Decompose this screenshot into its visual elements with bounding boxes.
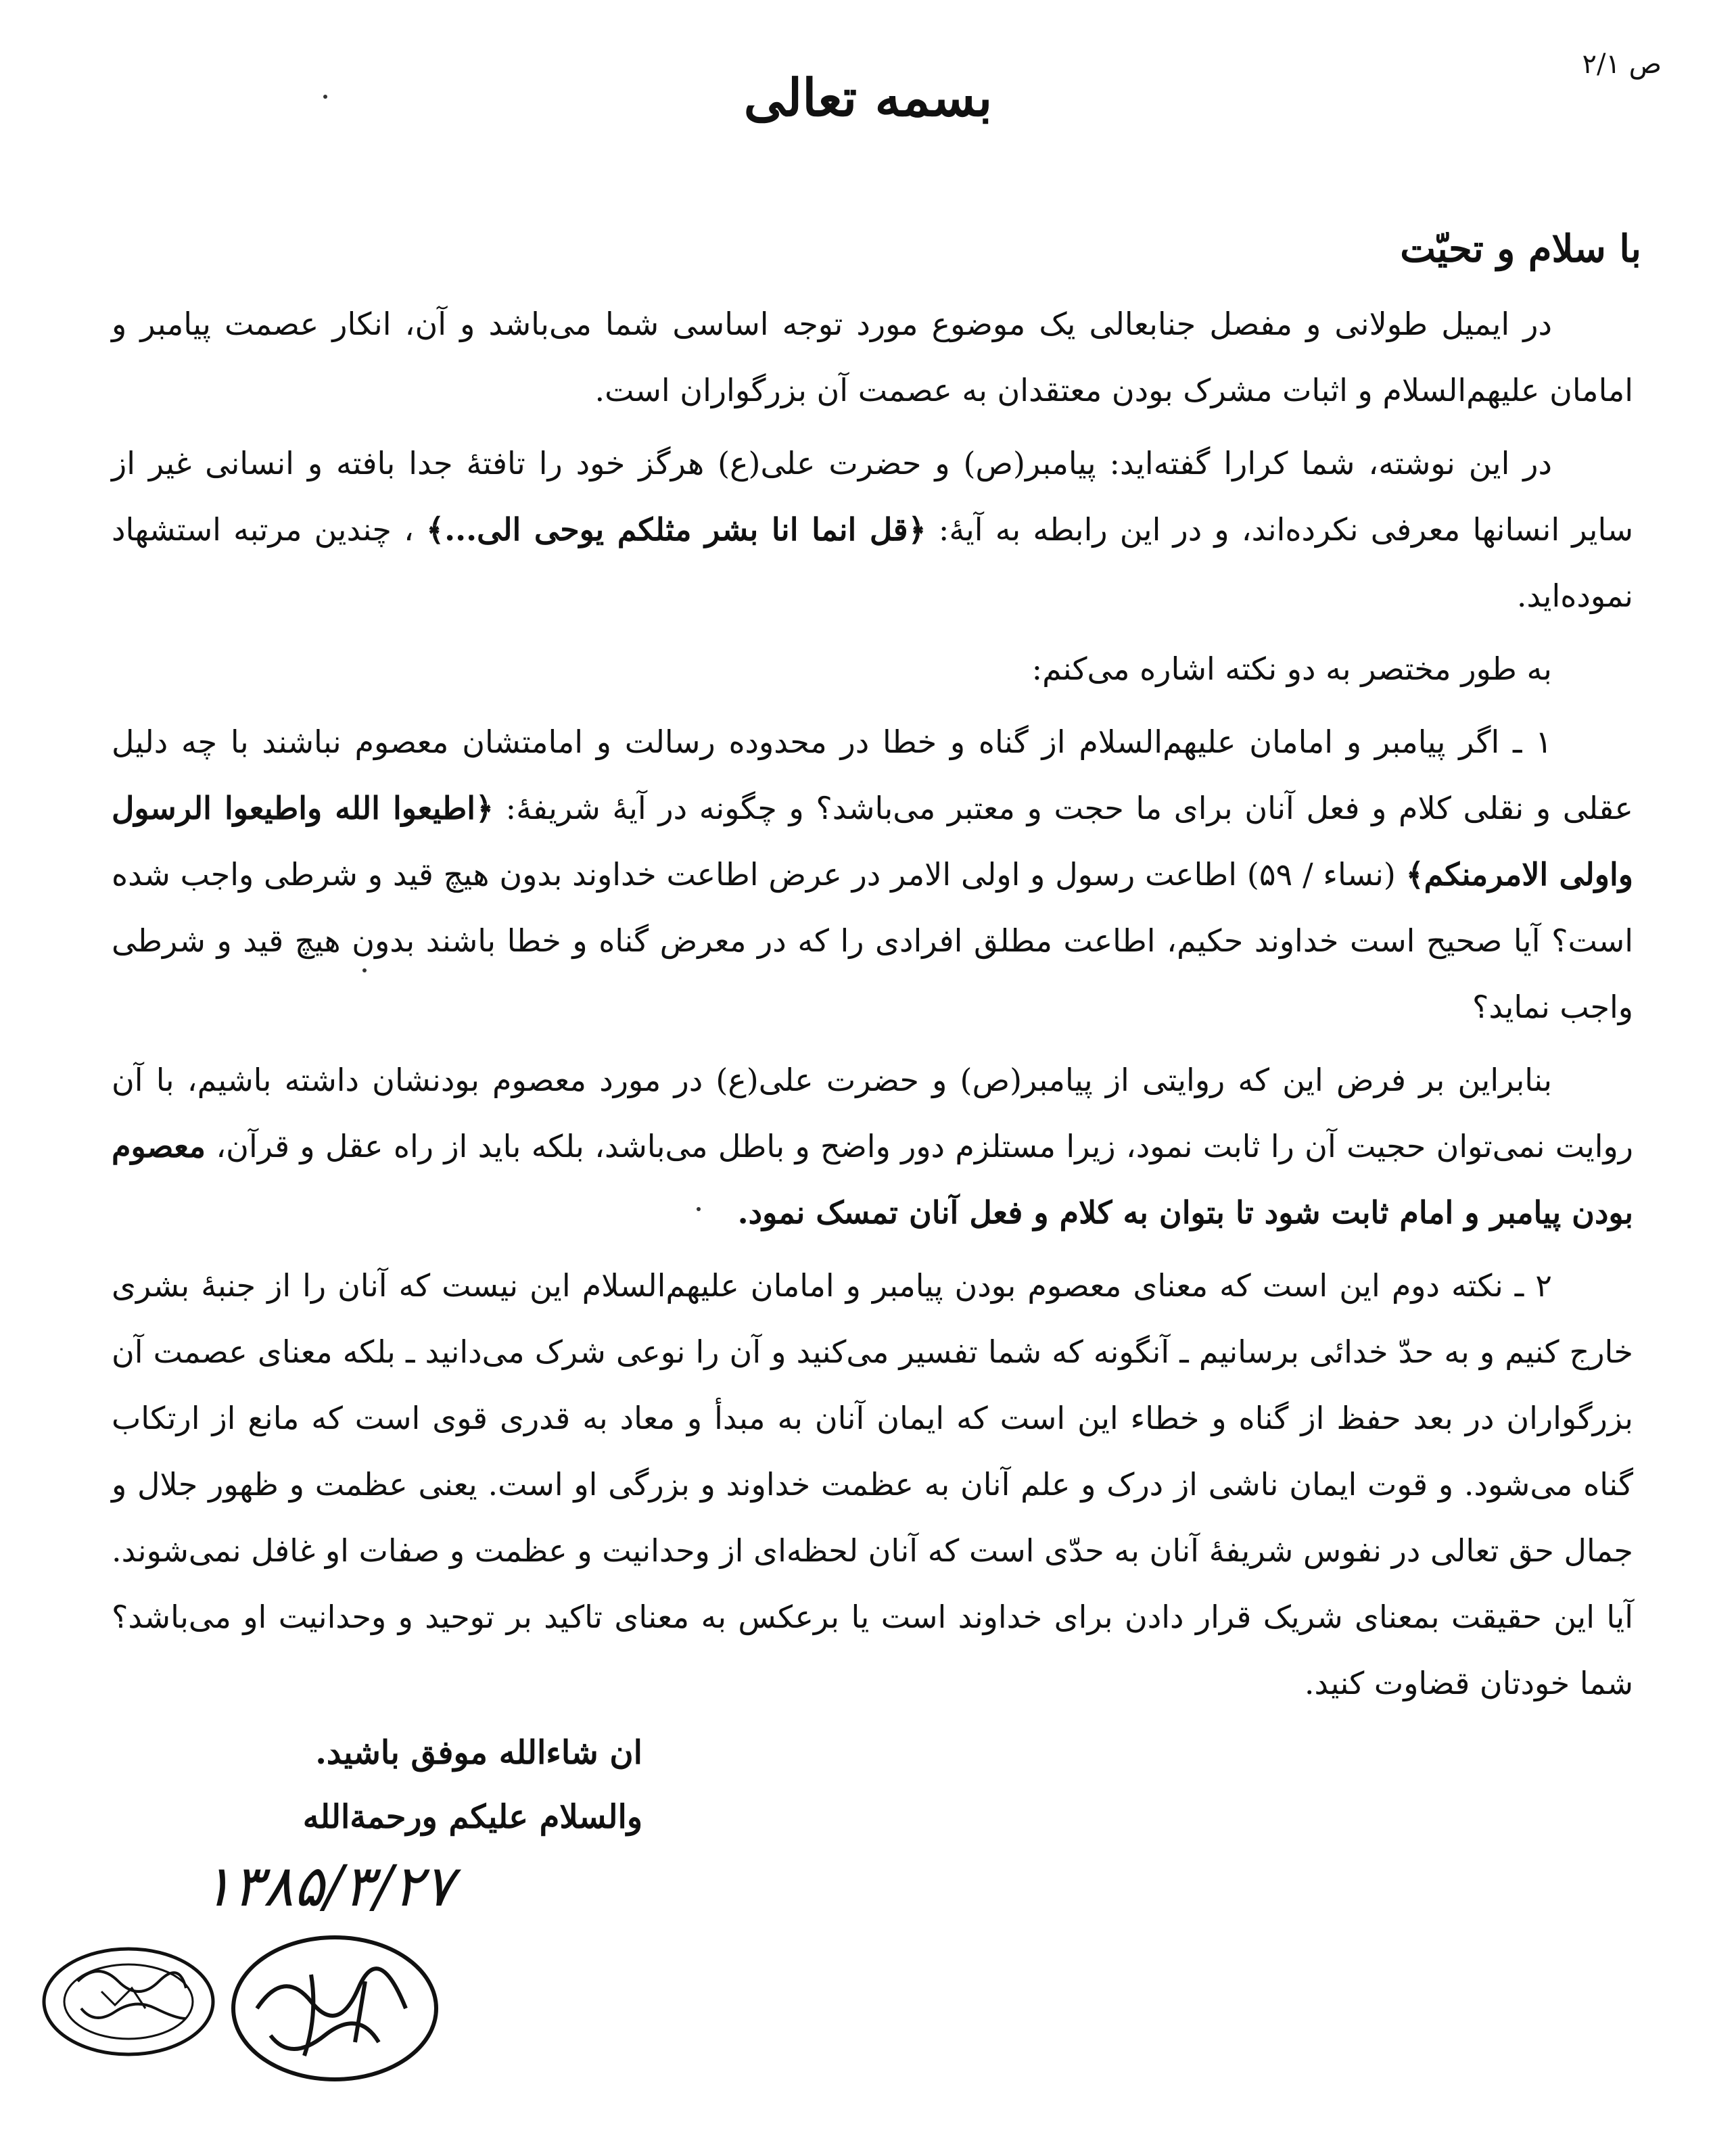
page-reference: ص ۲/۱ xyxy=(1582,49,1662,80)
quran-verse-1: ﴿قل انما انا بشر مثلکم یوحی الی...﴾ xyxy=(426,511,926,548)
speck xyxy=(323,95,327,99)
handwritten-date: ۱۳۸۵/۳/۲۷ xyxy=(202,1853,454,1919)
paragraph-2-end: ، چندین مرتبه استشهاد نموده‌اید. xyxy=(112,511,1633,614)
paragraph-3: به طور مختصر به دو نکته اشاره می‌کنم: xyxy=(1031,651,1552,687)
page-title: بسمه تعالی xyxy=(743,68,993,128)
letter-body xyxy=(112,291,1633,1723)
paragraph-2 xyxy=(112,430,1633,629)
paragraph-6: ۲ ـ نکته دوم این است که معنای معصوم بودن پیامبر و امامان علیهم‌السلام این نیست که آنان را از جنبهٔ بشری خارج کنیم و به حدّ خدائی برسانیم ـ آنگونه که شما تفسیر می‌کنید و آن را نوعی شرک می‌دانید ـ بلکه معنای عصمت آن بزرگواران در بعد حفظ از گناه و خطاء این است که ایمان آنان به مبدأ و معاد به قدری قوی است که مانع از ارتکاب گناه می‌شود. و قوت ایمان ناشی از درک و علم آنان به عظمت خداوند و بزرگی او است. یعنی عظمت و ظهور جلال و جمال حق تعالی در نفوس شریفهٔ آنان به حدّی است که آنان لحظه‌ای از وحدانیت و عظمت و صفات او غافل نمی‌شوند. آیا این حقیقت بمعنای شریک قرار دادن برای خداوند است یا برعکس به معنای تاکید بر توحید و وحدانیت او می‌باشد؟ شما خودتان قضاوت کنید. xyxy=(112,1267,1633,1701)
paragraph-5-bold: معصوم بودن پیامبر و امام ثابت شود تا بتوان به کلام و فعل آنان تمسک نمود. xyxy=(112,1128,1633,1231)
speck xyxy=(362,968,367,972)
paragraph-4 xyxy=(112,709,1633,1040)
speck xyxy=(697,1207,701,1211)
seal-and-signature xyxy=(27,1927,446,2083)
paragraph-4-text: ۱ ـ اگر پیامبر و امامان علیهم‌السلام از گناه و خطا در محدوده رسالت و امامتشان معصوم نباشند با چه دلیل عقلی و نقلی کلام و فعل آنان برای ما حجت و معتبر می‌باشد؟ و چگونه در آیهٔ شریفهٔ: xyxy=(112,724,1633,826)
closing-block xyxy=(101,1721,642,1849)
seal-stamp-icon xyxy=(44,1949,213,2054)
closing-line-2: والسلام علیکم ورحمة‌الله xyxy=(302,1798,642,1836)
greeting: با سلام و تحیّت xyxy=(1400,227,1641,271)
paragraph-2-text: در این نوشته، شما کرارا گفته‌اید: پیامبر(ص) و حضرت علی(ع) هرگز خود را تافتهٔ جدا بافته و انسانی غیر از سایر انسانها معرفی نکرده‌اند، و در این رابطه به آیهٔ: xyxy=(112,445,1634,548)
closing-line-1: ان شاءالله موفق باشید. xyxy=(315,1734,642,1772)
paragraph-4-end: (نساء / ۵۹) اطاعت رسول و اولی الامر در عرض اطاعت خداوند بدون هیچ قید و شرطی واجب شده است؟ آیا صحیح است خداوند حکیم، اطاعت مطلق افرادی را که در معرض گناه و خطا باشند بدون هیچ قید و شرطی واجب نماید؟ xyxy=(112,856,1633,1025)
paragraph-1: در ایمیل طولانی و مفصل جنابعالی یک موضوع مورد توجه اساسی شما می‌باشد و آن، انکار عصمت پیامبر و امامان علیهم‌السلام و اثبات مشرک بودن معتقدان به عصمت آن بزرگواران است. xyxy=(112,306,1633,408)
quran-verse-2: ﴿اطیعوا الله واطیعوا الرسول واولی الامرمنکم﴾ xyxy=(112,790,1634,893)
paragraph-5-text: بنابراین بر فرض این که روایتی از پیامبر(ص) و حضرت علی(ع) در مورد معصوم بودنشان داشته باشیم، با آن روایت نمی‌توان حجیت آن را ثابت نمود، زیرا مستلزم دور واضح و باطل می‌باشد، بلکه باید از راه عقل و قرآن، xyxy=(112,1062,1633,1164)
paragraph-5 xyxy=(112,1047,1633,1246)
signature-icon xyxy=(233,1937,436,2079)
